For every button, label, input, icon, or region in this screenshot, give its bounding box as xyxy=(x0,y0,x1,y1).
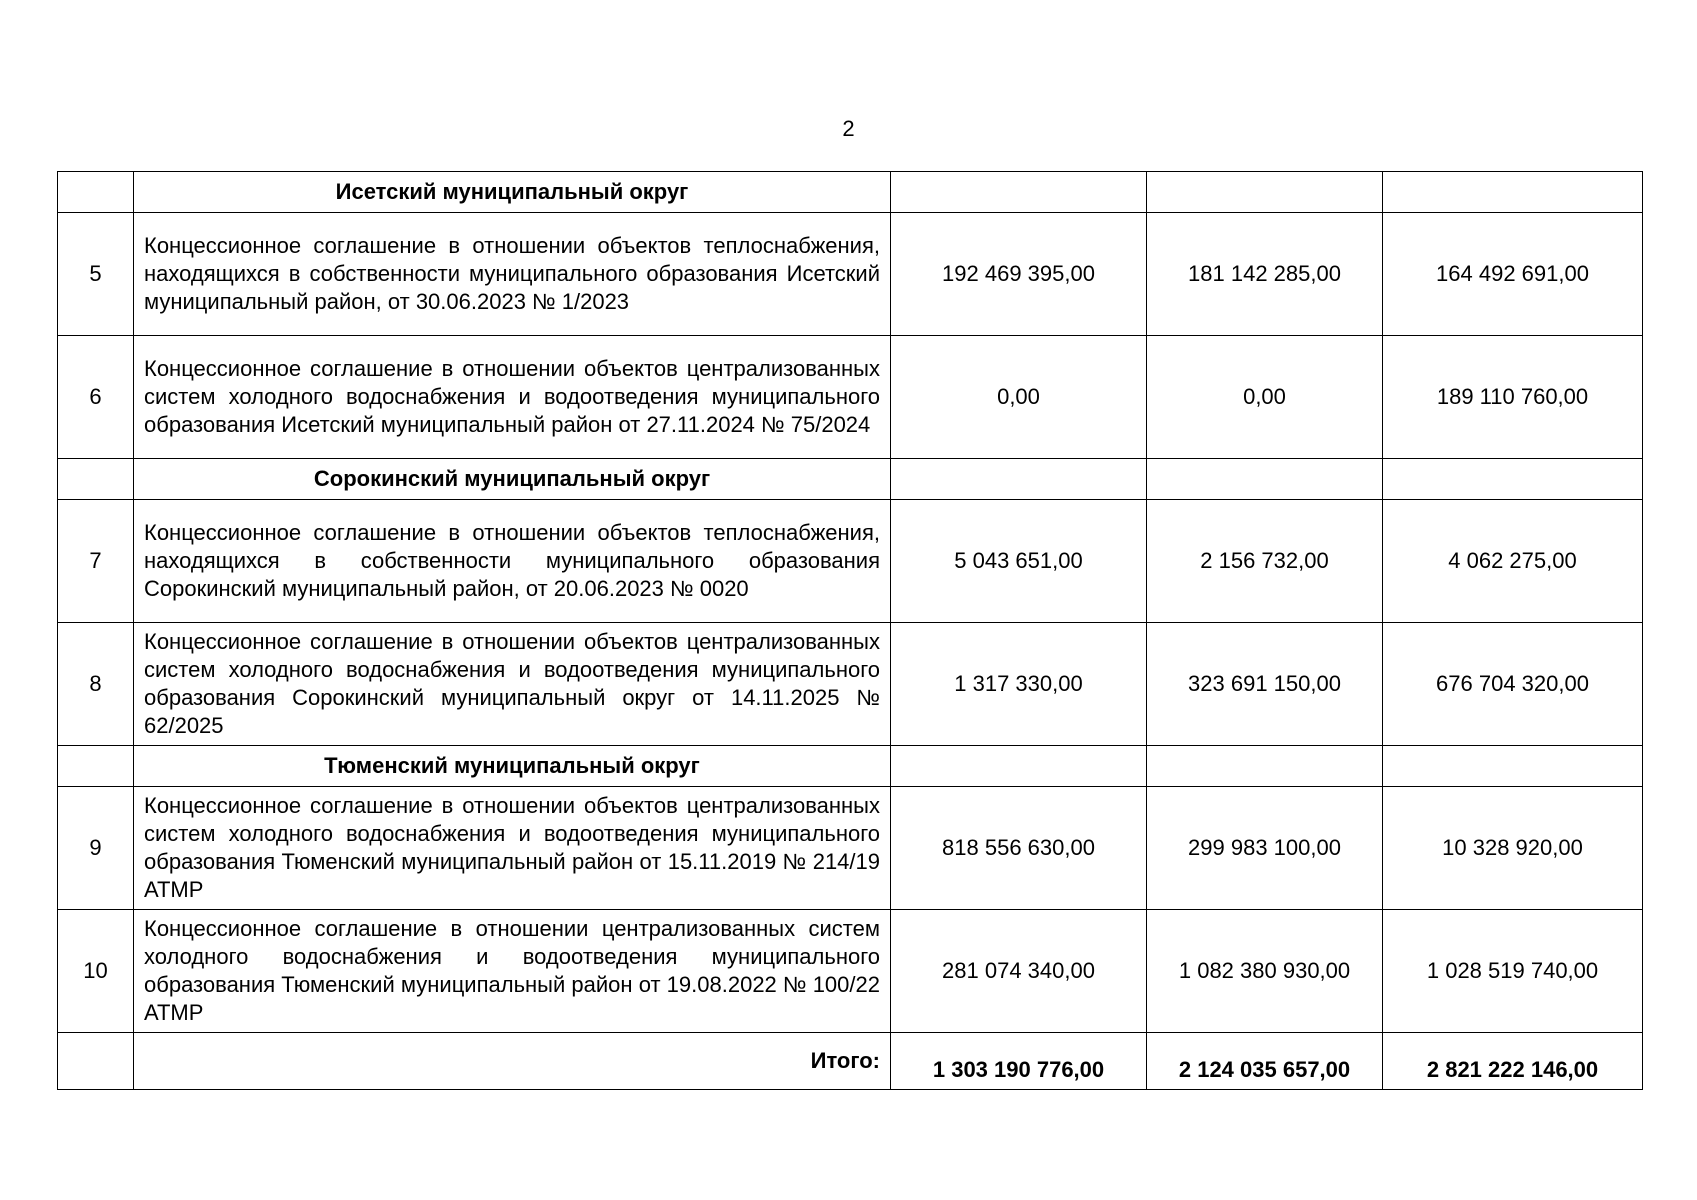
row-description-text: Концессионное соглашение в отношении объектов централизованных систем холодного водоснабжения и водоотведения муниципального образования Исетский муниципальный район от 27.11.2024 № 75/2024 xyxy=(144,356,880,437)
total-amount-1: 1 303 190 776,00 xyxy=(891,1033,1147,1090)
row-description xyxy=(134,500,891,623)
row-amount-3: 1 028 519 740,00 xyxy=(1383,910,1643,1033)
table-row xyxy=(58,336,1643,459)
row-number: 9 xyxy=(58,787,134,910)
section-empty-cell xyxy=(1383,459,1643,500)
row-amount-2: 181 142 285,00 xyxy=(1147,213,1383,336)
row-amount-2: 323 691 150,00 xyxy=(1147,623,1383,746)
row-number: 10 xyxy=(58,910,134,1033)
table-row xyxy=(58,623,1643,746)
row-number: 8 xyxy=(58,623,134,746)
row-description xyxy=(134,213,891,336)
row-number: 6 xyxy=(58,336,134,459)
row-description-text: Концессионное соглашение в отношении объектов теплоснабжения, находящихся в собственности муниципального образования Сорокинский муниципальный район, от 20.06.2023 № 0020 xyxy=(144,520,880,601)
row-amount-2: 2 156 732,00 xyxy=(1147,500,1383,623)
row-number: 7 xyxy=(58,500,134,623)
row-amount-3: 164 492 691,00 xyxy=(1383,213,1643,336)
section-header-row xyxy=(58,459,1643,500)
section-title: Сорокинский муниципальный округ xyxy=(134,459,891,500)
section-header-row xyxy=(58,172,1643,213)
section-num-cell xyxy=(58,459,134,500)
total-row xyxy=(58,1033,1643,1090)
table-row xyxy=(58,500,1643,623)
row-amount-3: 676 704 320,00 xyxy=(1383,623,1643,746)
row-description-text: Концессионное соглашение в отношении объектов теплоснабжения, находящихся в собственности муниципального образования Исетский муниципальный район, от 30.06.2023 № 1/2023 xyxy=(144,233,880,314)
section-num-cell xyxy=(58,172,134,213)
row-amount-1: 5 043 651,00 xyxy=(891,500,1147,623)
row-amount-1: 1 317 330,00 xyxy=(891,623,1147,746)
section-empty-cell xyxy=(891,172,1147,213)
table-row xyxy=(58,910,1643,1033)
row-description-text: Концессионное соглашение в отношении объектов централизованных систем холодного водоснабжения и водоотведения муниципального образования Сорокинский муниципальный округ от 14.11.2025 № 62/2025 xyxy=(144,629,880,738)
row-description xyxy=(134,623,891,746)
row-amount-3: 10 328 920,00 xyxy=(1383,787,1643,910)
section-num-cell xyxy=(58,746,134,787)
section-empty-cell xyxy=(891,746,1147,787)
total-num-cell xyxy=(58,1033,134,1090)
row-description-text: Концессионное соглашение в отношении объектов централизованных систем холодного водоснабжения и водоотведения муниципального образования Тюменский муниципальный район от 15.11.2019 № 214/19 АТМР xyxy=(144,793,880,902)
section-header-row xyxy=(58,746,1643,787)
section-title: Тюменский муниципальный округ xyxy=(134,746,891,787)
section-empty-cell xyxy=(1147,172,1383,213)
row-description xyxy=(134,910,891,1033)
concession-table xyxy=(57,171,1643,1090)
section-empty-cell xyxy=(1383,172,1643,213)
page-number: 2 xyxy=(842,116,855,141)
row-description xyxy=(134,787,891,910)
total-amount-3: 2 821 222 146,00 xyxy=(1383,1033,1643,1090)
row-amount-2: 1 082 380 930,00 xyxy=(1147,910,1383,1033)
section-empty-cell xyxy=(891,459,1147,500)
row-amount-1: 818 556 630,00 xyxy=(891,787,1147,910)
row-number: 5 xyxy=(58,213,134,336)
row-description-text: Концессионное соглашение в отношении централизованных систем холодного водоснабжения и водоотведения муниципального образования Тюменский муниципальный район от 19.08.2022 № 100/22 АТМР xyxy=(144,916,880,1025)
section-title: Исетский муниципальный округ xyxy=(134,172,891,213)
row-amount-1: 281 074 340,00 xyxy=(891,910,1147,1033)
total-amount-2: 2 124 035 657,00 xyxy=(1147,1033,1383,1090)
row-amount-2: 0,00 xyxy=(1147,336,1383,459)
total-label: Итого: xyxy=(134,1033,891,1090)
row-amount-3: 189 110 760,00 xyxy=(1383,336,1643,459)
table-row xyxy=(58,213,1643,336)
section-empty-cell xyxy=(1383,746,1643,787)
table-row xyxy=(58,787,1643,910)
row-amount-1: 0,00 xyxy=(891,336,1147,459)
section-empty-cell xyxy=(1147,459,1383,500)
row-description xyxy=(134,336,891,459)
row-amount-1: 192 469 395,00 xyxy=(891,213,1147,336)
row-amount-3: 4 062 275,00 xyxy=(1383,500,1643,623)
row-amount-2: 299 983 100,00 xyxy=(1147,787,1383,910)
section-empty-cell xyxy=(1147,746,1383,787)
